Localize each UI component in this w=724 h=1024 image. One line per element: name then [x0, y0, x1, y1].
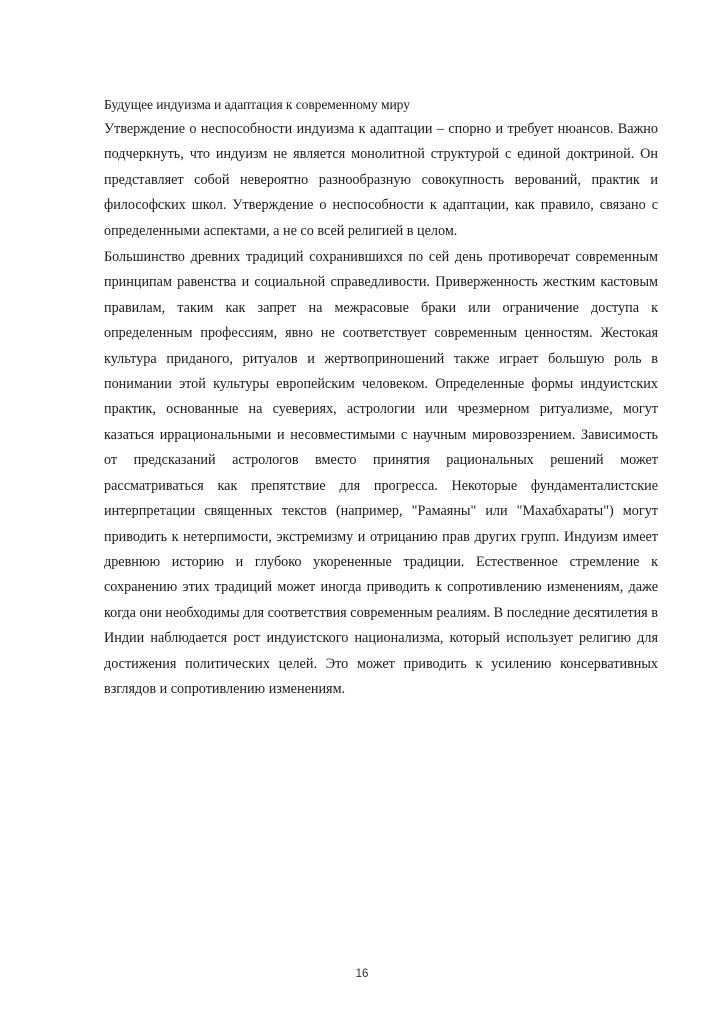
paragraph-ancient-traditions: Большинство древних традиций сохранившихся по сей день противоречат современным принципам равенства и социальной справедливости. Приверженность жестким кастовым правилам, таким как запрет на межрасовые браки или ограничение доступа к определенным профессиям, явно не соответствует современным ценностям. Жестокая культура приданого, ритуалов и жертвоприношений также играет большую роль в понимании этой культуры европейским человеком. Определенные формы индуистских практик, основанные на суевериях, астрологии или чрезмерном ритуализме, могут казаться иррациональными и несовместимыми с научным мировоззрением. Зависимость от предсказаний астрологов вместо принятия рациональных решений может рассматриваться как препятствие для прогресса. Некоторые фундаменталистские интерпретации священных текстов (например, "Рамаяны" или "Махабхараты") могут приводить к нетерпимости, экстремизму и отрицанию прав других групп. Индуизм имеет древнюю историю и глубоко укорененные традиции. Естественное стремление к сохранению этих традиций может иногда приводить к сопротивлению изменениям, даже когда они необходимы для соответствия современным реалиям. В последние десятилетия в Индии наблюдается рост индуистского национализма, который использует религию для достижения политических целей. Это может приводить к усилению консервативных взглядов и сопротивлению изменениям. [104, 249, 658, 697]
page-content [104, 93, 658, 702]
section-heading: Будущее индуизма и адаптация к современному миру [104, 97, 410, 112]
paragraph-adaptation-claim: Утверждение о неспособности индуизма к адаптации – спорно и требует нюансов. Важно подчеркнуть, что индуизм не является монолитной структурой с единой доктриной. Он представляет собой невероятно разнообразную совокупность верований, практик и философских школ. Утверждение о неспособности к адаптации, как правило, связано с определенными аспектами, а не со всей религией в целом. [104, 121, 658, 239]
page-number: 16 [355, 968, 369, 980]
